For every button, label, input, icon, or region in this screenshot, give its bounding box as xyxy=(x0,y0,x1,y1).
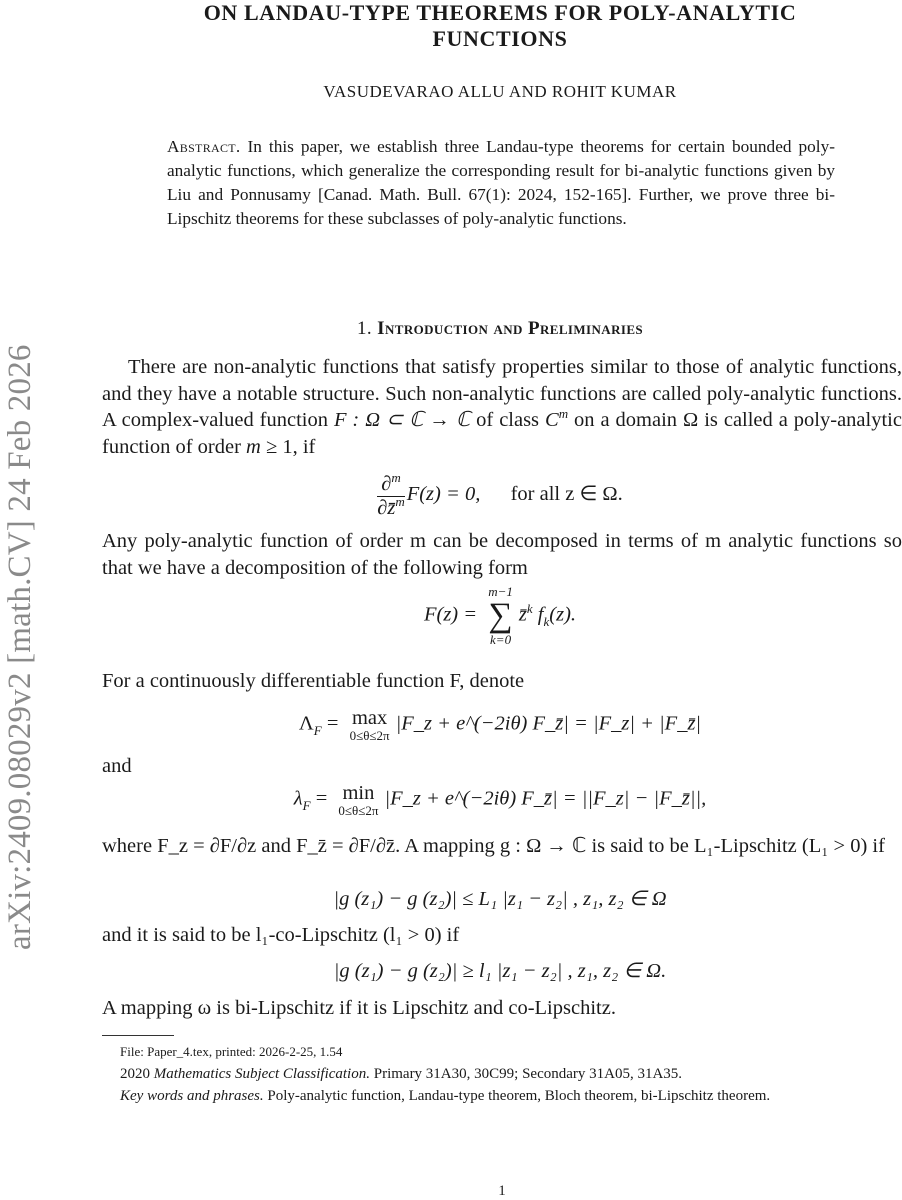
operator-range: 0≤θ≤2π xyxy=(349,728,390,743)
footnote-rule xyxy=(102,1035,174,1036)
msc-label: Mathematics Subject Classification. xyxy=(153,1066,370,1082)
exponent: m xyxy=(395,494,405,510)
exponent: m xyxy=(391,470,401,486)
title-line-2: FUNCTIONS xyxy=(432,26,568,51)
section-title: Introduction and Preliminaries xyxy=(377,318,644,339)
authors: VASUDEVARAO ALLU AND ROHIT KUMAR xyxy=(323,82,677,101)
paragraph-intro xyxy=(102,354,902,460)
math-inline: C xyxy=(545,409,559,431)
section-number: 1. xyxy=(356,318,373,339)
equation: |g (z₁) − g (z₂)| ≤ L₁ |z₁ − z₂| , z₁, z₂ ∈ Ω xyxy=(333,888,667,910)
subscript: k xyxy=(543,613,550,629)
equation-condition: for all z ∈ Ω. xyxy=(510,483,623,506)
msc-text: Primary 31A30, 30C99; Secondary 31A05, 31A35. xyxy=(369,1066,683,1082)
sigma-symbol: ∑ xyxy=(488,597,513,634)
equation-lhs: F(z) = xyxy=(423,603,478,626)
text: of class xyxy=(470,409,545,431)
equation-decomposition xyxy=(100,585,900,647)
equation-rhs: F(z) = 0, xyxy=(406,483,481,506)
text: There are non-analytic functions that satisfy properties similar to those of analytic functions, and they have a notable structure. Such non-analytic functions are called poly-analytic functions. A complex-valued function xyxy=(102,356,902,431)
abstract-label: Abstract. xyxy=(167,137,241,156)
abstract-text: In this paper, we establish three Landau-type theorems for certain bounded poly-analytic functions, which generalize the corresponding result for bi-analytic functions given by Liu and Ponnusamy [Canad. Math. Bull. 67(1): 2024, 152-165]. Further, we prove three bi-Lipschitz theorems for these subclasses of poly-analytic functions. xyxy=(167,137,835,228)
title-line-1: ON LANDAU-TYPE THEOREMS FOR POLY-ANALYTIC xyxy=(203,0,797,25)
equation: |g (z₁) − g (z₂)| ≥ l₁ |z₁ − z₂| , z₁, z₂ ∈ Ω. xyxy=(333,960,667,982)
equation-Lambda: $\Lambda_F$ = max 0≤θ≤2π |F_z + e^(−2iθ) F_z̄| = |F_z| + |F_z̄| xyxy=(298,707,702,743)
text: ≥ 1, if xyxy=(260,435,316,458)
math: λ xyxy=(293,787,303,810)
paragraph-and: and xyxy=(102,755,132,777)
footnote-msc xyxy=(102,1063,902,1085)
math-inline: F : Ω ⊂ ℂ → ℂ xyxy=(333,409,471,431)
paragraph-denote: For a continuously differentiable function F, denote xyxy=(102,670,525,692)
denominator: ∂z̄ xyxy=(377,497,396,519)
subscript: F xyxy=(313,722,322,738)
keywords-text: Poly-analytic function, Landau-type theorem, Bloch theorem, bi-Lipschitz theorem. xyxy=(263,1088,771,1104)
min-operator xyxy=(338,782,378,818)
equation-rhs: |F_z + e^(−2iθ) F_z̄| = |F_z| + |F_z̄| xyxy=(395,712,702,735)
operator: min xyxy=(342,782,375,804)
equation-co-lipschitz xyxy=(100,958,900,983)
equation-rhs: |F_z + e^(−2iθ) F_z̄| = ||F_z| − |F_z̄||, xyxy=(384,787,707,810)
subscript: F xyxy=(302,797,311,813)
paragraph-co-lipschitz: and it is said to be l₁-co-Lipschitz (l₁ > 0) if xyxy=(102,924,460,946)
paragraph-decomposition: Any poly-analytic function of order m can be decomposed in terms of m analytic functions so that we have a decomposition of the following form xyxy=(102,530,902,579)
math: (z). xyxy=(549,603,577,626)
math: Λ xyxy=(298,712,314,735)
footnote-file: File: Paper_4.tex, printed: 2026-2-25, 1.54 xyxy=(120,1044,343,1059)
math-sup: m xyxy=(558,406,569,422)
paragraph-bi-lipschitz: A mapping ω is bi-Lipschitz if it is Lipschitz and co-Lipschitz. xyxy=(102,997,616,1019)
arxiv-identifier-stamp: arXiv:2409.08029v2 [math.CV] 24 Feb 2026 xyxy=(2,344,38,950)
fraction xyxy=(377,472,405,519)
msc-year: 2020 xyxy=(120,1066,154,1082)
math: f xyxy=(537,603,544,626)
numerator: ∂ xyxy=(381,473,392,495)
operator: max xyxy=(351,707,388,729)
paragraph-lipschitz-definition: where F_z = ∂F/∂z and F_z̄ = ∂F/∂z̄. A mapping g : Ω → ℂ is said to be L₁-Lipschitz (L₁ > 0) if xyxy=(102,835,885,857)
exponent: k xyxy=(526,600,533,616)
equation-lambda: $\lambda_F$ = min 0≤θ≤2π |F_z + e^(−2iθ) F_z̄| = ||F_z| − |F_z̄||, xyxy=(293,782,707,818)
footnote-keywords xyxy=(102,1085,902,1107)
section-heading xyxy=(100,318,900,340)
keywords-label: Key words and phrases. xyxy=(120,1088,264,1104)
sum-lower-limit: k=0 xyxy=(490,632,512,647)
page-number: 1 xyxy=(498,1183,506,1199)
text: on a domain Ω is called a poly-analytic function of order xyxy=(102,409,902,458)
sum-upper-limit: m−1 xyxy=(488,584,513,599)
equation-lipschitz xyxy=(100,886,900,911)
max-operator xyxy=(350,707,390,743)
summation xyxy=(488,585,513,647)
operator-range: 0≤θ≤2π xyxy=(338,803,379,818)
paper-title xyxy=(100,0,900,52)
equation-polyanalytic-condition xyxy=(100,472,900,519)
math-inline: m xyxy=(246,435,261,458)
math: z̄ xyxy=(518,603,527,626)
abstract xyxy=(167,135,835,231)
